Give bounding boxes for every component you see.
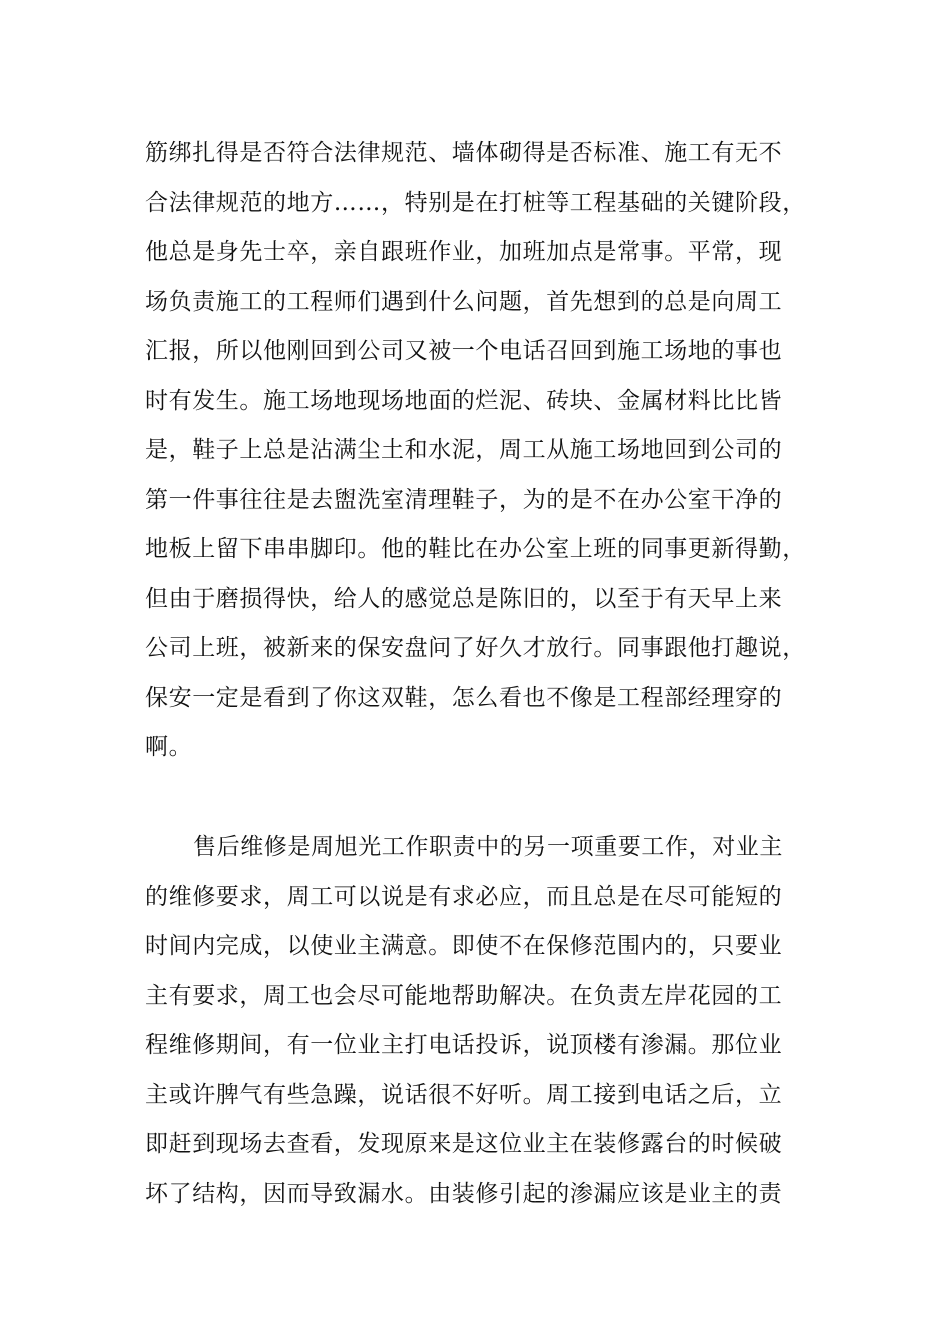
paragraph-line: 程维修期间，有一位业主打电话投诉，说顶楼有渗漏。那位业 xyxy=(145,1032,783,1058)
paragraph-line: 场负责施工的工程师们遇到什么问题，首先想到的总是向周工 xyxy=(145,288,783,315)
paragraph-2 xyxy=(145,823,815,1219)
paragraph-line: 啊。 xyxy=(145,734,193,760)
paragraph-1 xyxy=(145,129,815,773)
paragraph-line: 保安一定是看到了你这双鞋，怎么看也不像是工程部经理穿的 xyxy=(145,684,783,711)
paragraph-line: 公司上班，被新来的保安盘问了好久才放行。同事跟他打趣说， xyxy=(145,635,806,661)
paragraph-line: 时间内完成，以使业主满意。即使不在保修范围内的，只要业 xyxy=(145,933,783,959)
paragraph-line: 地板上留下串串脚印。他的鞋比在办公室上班的同事更新得勤， xyxy=(145,536,806,562)
paragraph-line: 第一件事往往是去盥洗室清理鞋子，为的是不在办公室干净的 xyxy=(145,486,783,513)
paragraph-line: 汇报，所以他刚回到公司又被一个电话召回到施工场地的事也 xyxy=(145,338,783,364)
paragraph-line: 主有要求，周工也会尽可能地帮助解决。在负责左岸花园的工 xyxy=(145,982,783,1009)
paragraph-line: 时有发生。施工场地现场地面的烂泥、砖块、金属材料比比皆 xyxy=(145,387,783,414)
paragraph-line: 的维修要求，周工可以说是有求必应，而且总是在尽可能短的 xyxy=(145,883,783,910)
paragraph-line: 即赶到现场去查看，发现原来是这位业主在装修露台的时候破 xyxy=(145,1131,783,1157)
paragraph-line: 但由于磨损得快，给人的感觉总是陈旧的，以至于有天早上来 xyxy=(145,585,783,612)
paragraph-line: 是，鞋子上总是沾满尘土和水泥，周工从施工场地回到公司的 xyxy=(145,437,783,463)
paragraph-line: 主或许脾气有些急躁，说话很不好听。周工接到电话之后，立 xyxy=(145,1081,783,1108)
paragraph-line: 售后维修是周旭光工作职责中的另一项重要工作，对业主 xyxy=(193,834,783,860)
paragraph-line: 坏了结构，因而导致漏水。由装修引起的渗漏应该是业主的责 xyxy=(145,1180,783,1207)
paragraph-line: 筋绑扎得是否符合法律规范、墙体砌得是否标准、施工有无不 xyxy=(145,140,783,166)
paragraph-line: 他总是身先士卒，亲自跟班作业，加班加点是常事。平常，现 xyxy=(145,239,783,265)
paragraph-line: 合法律规范的地方……，特别是在打桩等工程基础的关键阶段， xyxy=(145,189,806,216)
